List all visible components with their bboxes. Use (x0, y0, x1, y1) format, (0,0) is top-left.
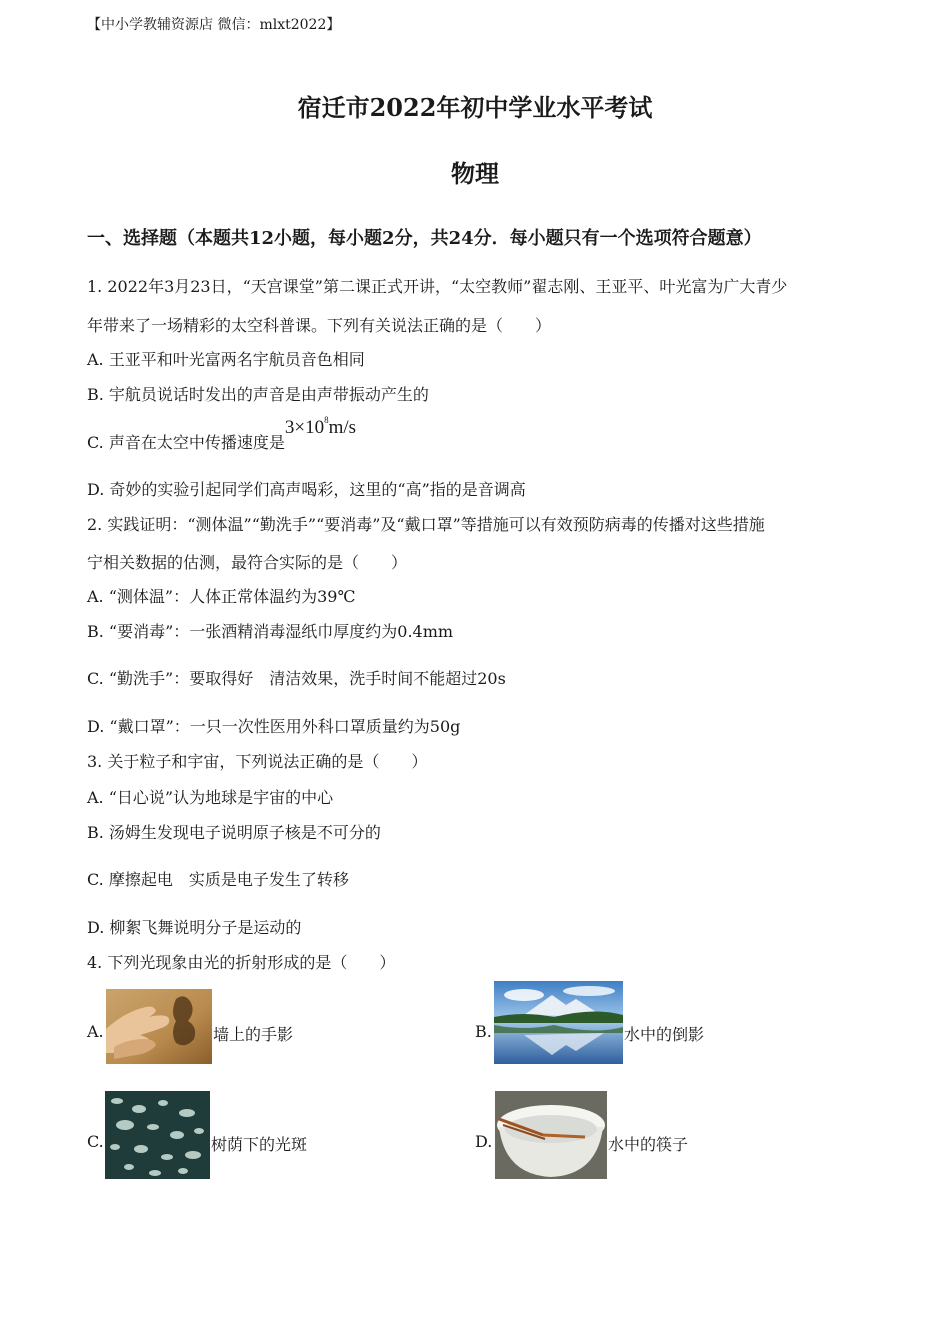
q3-stem: 3. 关于粒子和宇宙，下列说法正确的是（ ） (87, 752, 428, 771)
q2-option-d: D. “戴口罩”：一只一次性医用外科口罩质量约为50g (87, 717, 461, 736)
subject-title: 物理 (451, 159, 499, 188)
q4-option-b-text: 水中的倒影 (624, 1025, 705, 1044)
watermark-header: 【中小学教辅资源店 微信：mlxt2022】 (87, 17, 341, 33)
hand-shadow-image (106, 989, 212, 1064)
q4-stem: 4. 下列光现象由光的折射形成的是（ ） (87, 953, 396, 972)
speed-formula: $3\times 10^8m/s$ (284, 415, 357, 438)
q3-option-b: B. 汤姆生发现电子说明原子核是不可分的 (87, 823, 381, 842)
q1-stem-line1: 1. 2022年3月23日，“天宫课堂”第二课正式开讲，“太空教师”翟志刚、王亚平、叶光富为广大青少 (87, 277, 788, 296)
q4-option-c-text: 树荫下的光斑 (211, 1135, 308, 1154)
q1-option-b: B. 宇航员说话时发出的声音是由声带振动产生的 (87, 385, 429, 404)
q3-option-c: C. 摩擦起电 实质是电子发生了转移 (87, 870, 349, 889)
q1-option-a: A. 王亚平和叶光富两名宇航员音色相同 (87, 350, 365, 369)
q2-option-b: B. “要消毒”：一张酒精消毒湿纸巾厚度约为0.4mm (87, 622, 454, 641)
q4-option-b-label: B. (475, 1022, 492, 1041)
q2-option-c: C. “勤洗手”：要取得好 清洁效果，洗手时间不能超过20s (87, 669, 506, 688)
q4-option-d-text: 水中的筷子 (608, 1135, 689, 1154)
q1-option-c-text: C. 声音在太空中传播速度是 (87, 433, 285, 452)
section-heading: 一、选择题（本题共12小题，每小题2分，共24分．每小题只有一个选项符合题意） (87, 228, 762, 249)
q1-stem-line2: 年带来了一场精彩的太空科普课。下列有关说法正确的是（ ） (87, 316, 552, 335)
q4-option-c-label: C. (87, 1132, 104, 1151)
q4-option-a-text: 墙上的手影 (213, 1025, 294, 1044)
light-spots-image (105, 1091, 210, 1179)
lake-reflection-image (494, 981, 623, 1064)
q2-stem-line2: 宁相关数据的估测，最符合实际的是（ ） (87, 553, 408, 572)
exam-title: 宿迁市2022年初中学业水平考试 (297, 93, 653, 122)
q4-option-d-label: D. (475, 1132, 493, 1151)
q4-option-a-label: A. (87, 1022, 104, 1041)
q2-option-a: A. “测体温”：人体正常体温约为39℃ (87, 587, 356, 606)
q3-option-d: D. 柳絮飞舞说明分子是运动的 (87, 918, 302, 937)
q2-stem-line1: 2. 实践证明：“测体温”“勤洗手”“要消毒”及“戴口罩”等措施可以有效预防病毒的传播对这些措施 (87, 515, 765, 534)
chopsticks-in-water-image (495, 1091, 607, 1179)
q3-option-a: A. “日心说”认为地球是宇宙的中心 (87, 788, 334, 807)
q1-option-d: D. 奇妙的实验引起同学们高声喝彩，这里的“高”指的是音调高 (87, 480, 526, 499)
q1-option-c (87, 415, 357, 452)
